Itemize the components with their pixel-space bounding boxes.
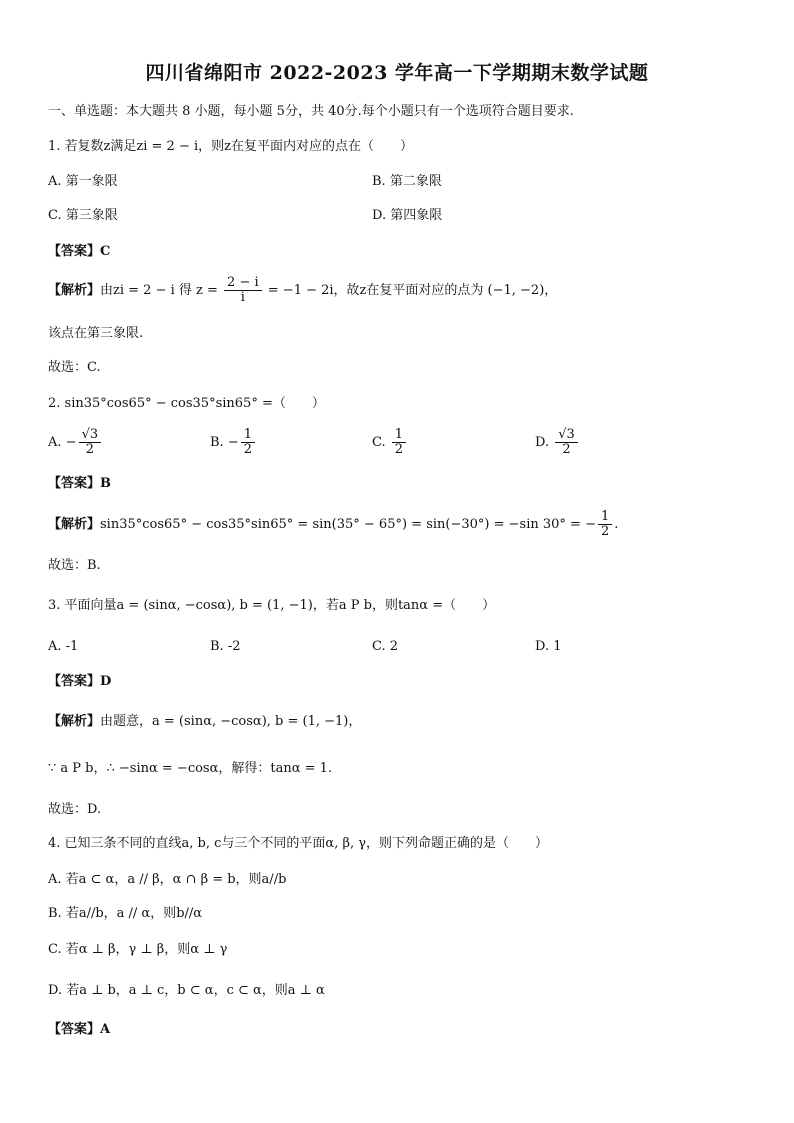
q4-option-b: B. 若a//b，a // α，则b//α bbox=[48, 906, 203, 921]
q2-explanation-tag: 【解析】 bbox=[48, 517, 101, 532]
q2-answer: 【答案】B bbox=[48, 476, 111, 491]
q3-stem: 3. 平面向量a = (sinα, −cosα), b = (1, −1)，若a P b，则tanα =（ ） bbox=[48, 598, 496, 613]
q1-answer: 【答案】C bbox=[48, 244, 111, 259]
q1-option-a: A. 第一象限 bbox=[48, 174, 118, 189]
q3-choice: 故选：D. bbox=[48, 802, 102, 817]
q2-option-b-den: 2 bbox=[243, 442, 253, 457]
q2-explanation-den: 2 bbox=[600, 524, 610, 539]
q2-option-c-den: 2 bbox=[394, 442, 404, 457]
q3-option-b: B. -2 bbox=[210, 639, 241, 654]
q2-option-a-den: 2 bbox=[85, 442, 94, 457]
q2-option-c-fraction bbox=[392, 428, 406, 457]
q3-explanation bbox=[48, 713, 361, 731]
q2-option-d bbox=[535, 428, 580, 457]
q2-option-a-fraction bbox=[79, 428, 102, 457]
q3-explanation-line2: ∵ a P b，∴ −sinα = −cosα，解得：tanα = 1. bbox=[48, 761, 333, 776]
q1-option-c: C. 第三象限 bbox=[48, 208, 118, 223]
q1-option-b: B. 第二象限 bbox=[372, 174, 442, 189]
q2-explanation bbox=[48, 510, 618, 539]
q2-option-a-label: A. bbox=[48, 435, 62, 450]
q2-option-d-num: √3 bbox=[555, 428, 578, 443]
q3-explanation-line1: 由题意，a = (sinα, −cosα), b = (1, −1)， bbox=[100, 714, 362, 729]
q2-option-d-fraction bbox=[555, 428, 578, 457]
q1-explanation bbox=[48, 276, 557, 305]
q2-explanation-num: 1 bbox=[598, 510, 612, 525]
q2-option-a-sign: − bbox=[65, 435, 77, 450]
q2-option-a-num: √3 bbox=[79, 428, 102, 443]
page-title: 四川省绵阳市 2022-2023 学年高一下学期期末数学试题 bbox=[145, 62, 649, 84]
q2-explanation-fraction bbox=[598, 510, 612, 539]
q2-option-c bbox=[372, 428, 408, 457]
q1-stem: 1. 若复数z满足zi = 2 − i，则z在复平面内对应的点在（ ） bbox=[48, 139, 413, 154]
q1-explanation-pre: 由zi = 2 − i 得 z = bbox=[100, 283, 218, 298]
q2-option-c-num: 1 bbox=[392, 428, 406, 443]
q4-option-c: C. 若α ⊥ β，γ ⊥ β，则α ⊥ γ bbox=[48, 942, 228, 957]
q1-fraction-num: 2 − i bbox=[224, 276, 262, 291]
q1-explanation-post: = −1 − 2i，故z在复平面对应的点为 (−1, −2)， bbox=[267, 283, 558, 298]
q2-explanation-pre: sin35°cos65° − cos35°sin65° = sin(35° − 65°) = sin(−30°) = −sin 30° = − bbox=[100, 517, 596, 532]
q4-option-d: D. 若a ⊥ b，a ⊥ c，b ⊂ α，c ⊂ α，则a ⊥ α bbox=[48, 983, 325, 998]
q2-option-b-label: B. bbox=[210, 435, 224, 450]
q1-fraction-den: i bbox=[240, 290, 245, 305]
q2-option-d-label: D. bbox=[535, 435, 550, 450]
q1-fraction bbox=[224, 276, 262, 305]
q2-explanation-post: . bbox=[614, 517, 619, 532]
q2-option-c-label: C. bbox=[372, 435, 386, 450]
section-heading: 一、单选题：本大题共 8 小题，每小题 5分，共 40分.每个小题只有一个选项符合题目要求. bbox=[48, 104, 574, 119]
q1-option-d: D. 第四象限 bbox=[372, 208, 443, 223]
q1-choice: 故选：C. bbox=[48, 360, 101, 375]
q3-option-d: D. 1 bbox=[535, 639, 562, 654]
q2-option-d-den: 2 bbox=[562, 442, 571, 457]
q1-explanation-line2: 该点在第三象限. bbox=[48, 326, 144, 341]
q1-explanation-tag: 【解析】 bbox=[48, 283, 101, 298]
q2-option-a bbox=[48, 428, 103, 457]
q2-choice: 故选：B. bbox=[48, 558, 101, 573]
q2-option-b-sign: − bbox=[227, 435, 239, 450]
q2-option-b bbox=[210, 428, 257, 457]
q4-answer: 【答案】A bbox=[48, 1022, 111, 1037]
q2-option-b-fraction bbox=[241, 428, 255, 457]
q2-option-b-num: 1 bbox=[241, 428, 255, 443]
q4-option-a: A. 若a ⊂ α，a // β，α ∩ β = b，则a//b bbox=[48, 872, 287, 887]
q3-option-c: C. 2 bbox=[372, 639, 399, 654]
q4-stem: 4. 已知三条不同的直线a, b, c与三个不同的平面α, β, γ，则下列命题正确的是（ ） bbox=[48, 836, 549, 851]
q3-answer: 【答案】D bbox=[48, 674, 112, 689]
q3-explanation-tag: 【解析】 bbox=[48, 714, 101, 729]
q3-option-a: A. -1 bbox=[48, 639, 79, 654]
q2-stem: 2. sin35°cos65° − cos35°sin65° =（ ） bbox=[48, 396, 325, 411]
